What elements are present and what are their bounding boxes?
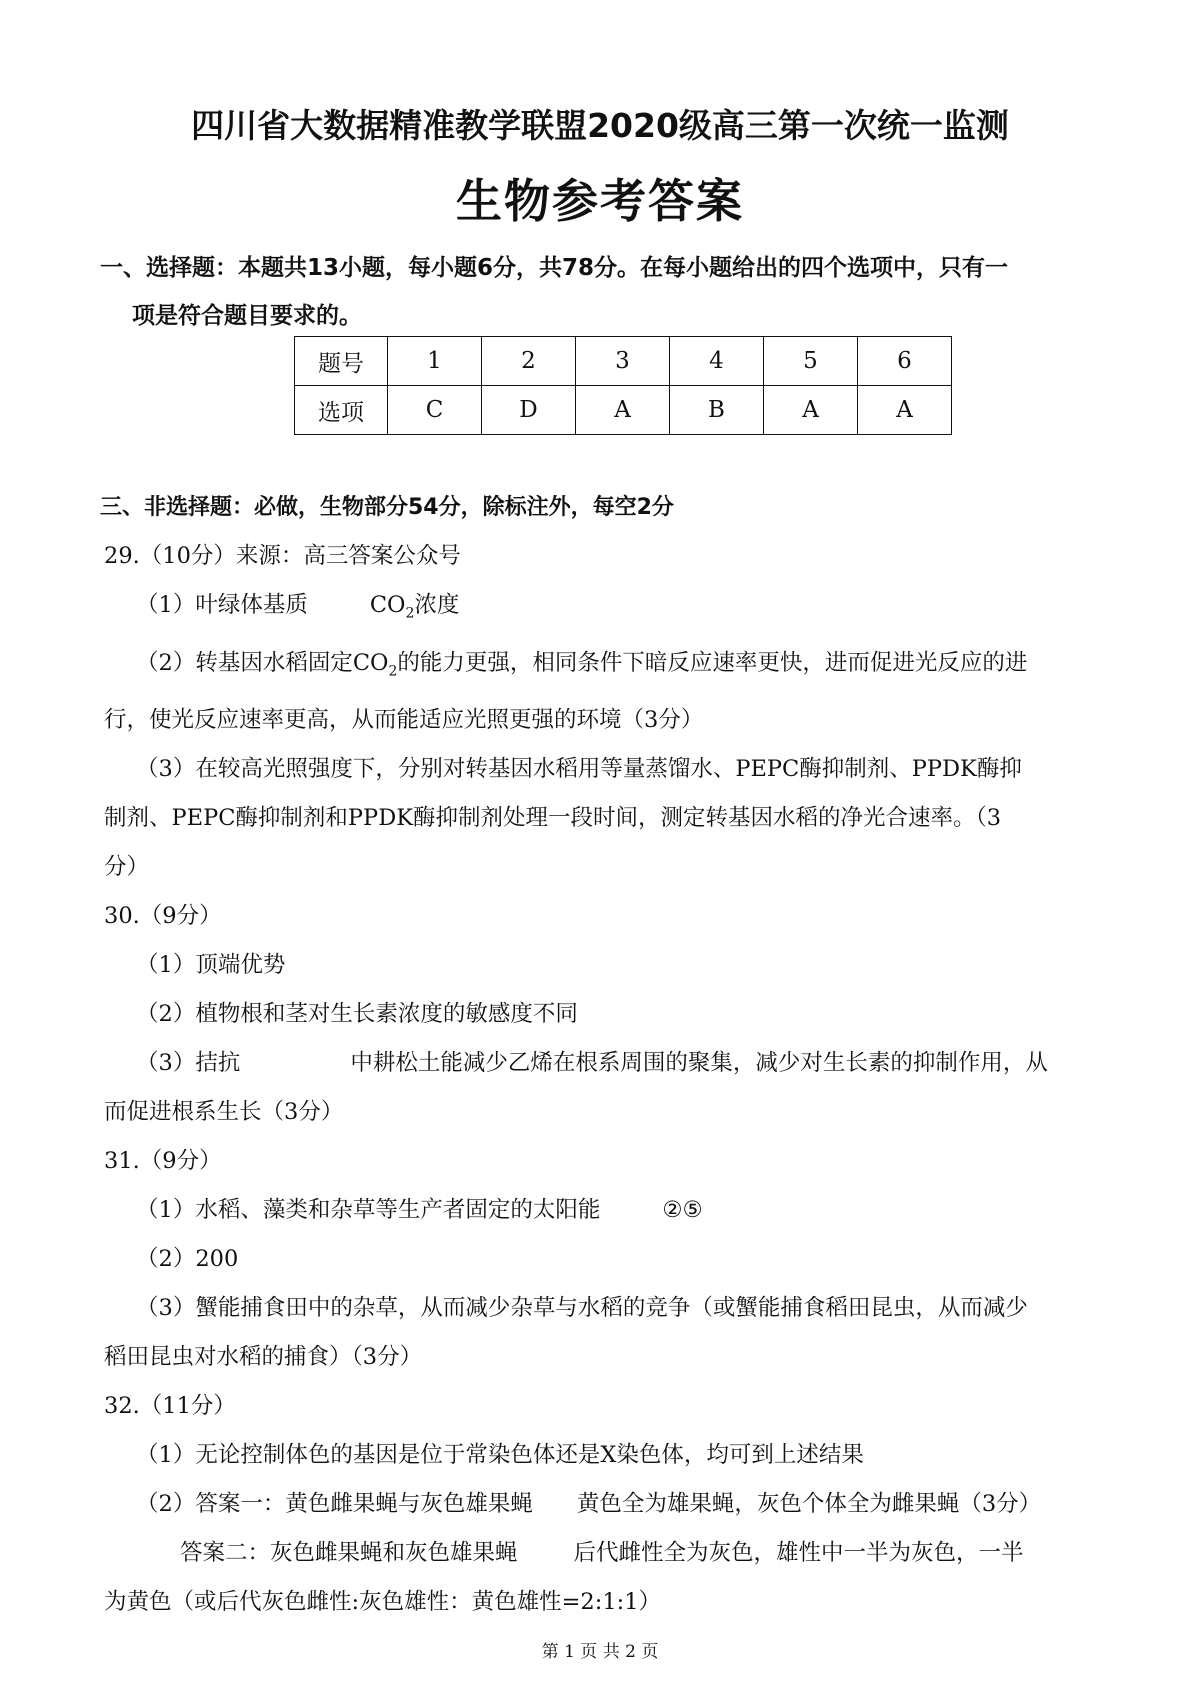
answer-body [104,532,1110,1627]
q32-answer-2a [104,1480,1110,1529]
q31-answer-1 [104,1186,1110,1235]
document-title: 四川省大数据精准教学联盟2020级高三第一次统一监测 [191,106,1009,145]
q30-a3-text: （3）拮抗 [136,1050,241,1076]
q32-a2-result2: 后代雌性全为灰色，雄性中一半为灰色，一半 [573,1540,1024,1566]
section1-line1: 一、选择题：本题共13小题，每小题6分，共78分。在每小题给出的四个选项中，只有一 [100,255,1009,281]
q32-answer-2b [104,1529,1110,1578]
q32-a2-option1: （2）答案一：黄色雌果蝇与灰色雄果蝇 [136,1491,533,1517]
q29-a1-concentration: 浓度 [414,592,460,618]
q29-a1-co: CO [369,592,406,618]
row-label-option: 选项 [295,386,388,435]
page-footer: 第 1 页 共 2 页 [541,1642,659,1662]
q32-answer-1: （1）无论控制体色的基因是位于常染色体还是X染色体，均可到上述结果 [136,1442,864,1468]
question-number: 1 [388,337,482,386]
answer-table [294,336,952,435]
q29-answer-2 [104,639,1110,697]
q31-answer-2: （2）200 [136,1246,239,1272]
answer-option: D [482,386,576,435]
q30-answer-3 [104,1039,1110,1088]
q30-heading: 30.（9分） [104,903,222,929]
q32-a2-option2: 答案二：灰色雌果蝇和灰色雄果蝇 [180,1540,518,1566]
q32-heading: 32.（11分） [104,1393,236,1419]
answer-table-row-answers [295,386,952,435]
q29-a2-text-a: （2）转基因水稻固定CO [136,649,389,676]
q31-answer-3-cont: 稻田昆虫对水稻的捕食）（3分） [104,1344,423,1370]
q32-a2-result1: 黄色全为雄果蝇，灰色个体全为雌果蝇（3分） [576,1491,1042,1517]
question-number: 6 [858,337,952,386]
q30-a3-explanation: 中耕松土能减少乙烯在根系周围的聚集，减少对生长素的抑制作用，从 [350,1050,1048,1076]
answer-table-row-numbers [295,337,952,386]
q29-answer-2-cont: 行，使光反应速率更高，从而能适应光照更强的环境（3分） [104,707,704,733]
q31-answer-3: （3）蟹能捕食田中的杂草，从而减少杂草与水稻的竞争（或蟹能捕食稻田昆虫，从而减少 [136,1295,1028,1321]
q31-a1-choice: ②⑤ [662,1197,703,1223]
answer-option: A [764,386,858,435]
q30-answer-1: （1）顶端优势 [136,952,286,978]
answer-option: A [576,386,670,435]
q29-a2-sub: 2 [388,663,398,679]
question-number: 4 [670,337,764,386]
q29-a1-sub: 2 [405,605,415,622]
q29-answer-3-cont: 制剂、PEPC酶抑制剂和PPDK酶抑制剂处理一段时间，测定转基因水稻的净光合速率。（3 [104,805,1002,831]
q29-heading: 29.（10分）来源：高三答案公众号 [104,543,461,569]
q30-answer-2: （2）植物根和茎对生长素浓度的敏感度不同 [136,1001,578,1027]
answer-option: A [858,386,952,435]
q29-answer-3-end: 分） [104,854,150,880]
answer-option: B [670,386,764,435]
q31-a1-text: （1）水稻、藻类和杂草等生产者固定的太阳能 [136,1197,601,1223]
q29-a1-text: （1）叶绿体基质 [136,592,308,618]
question-number: 5 [764,337,858,386]
q32-answer-2b-cont: 为黄色（或后代灰色雌性:灰色雄性：黄色雄性=2:1:1） [104,1589,662,1615]
section3-heading: 三、非选择题：必做，生物部分54分，除标注外，每空2分 [100,495,674,520]
question-number: 2 [482,337,576,386]
q29-answer-1 [104,581,1110,639]
question-number: 3 [576,337,670,386]
section1-heading [100,244,1110,340]
q29-answer-3: （3）在较高光照强度下，分别对转基因水稻用等量蒸馏水、PEPC酶抑制剂、PPDK酶抑 [136,756,1022,782]
q31-heading: 31.（9分） [104,1148,222,1174]
answer-option: C [388,386,482,435]
q29-a2-text-b: 的能力更强，相同条件下暗反应速率更快，进而促进光反应的进 [397,649,1028,676]
row-label-question: 题号 [295,337,388,386]
section1-line2: 项是符合题目要求的。 [132,303,362,329]
document-subtitle: 生物参考答案 [456,174,744,228]
q30-answer-3-cont: 而促进根系生长（3分） [104,1099,344,1125]
